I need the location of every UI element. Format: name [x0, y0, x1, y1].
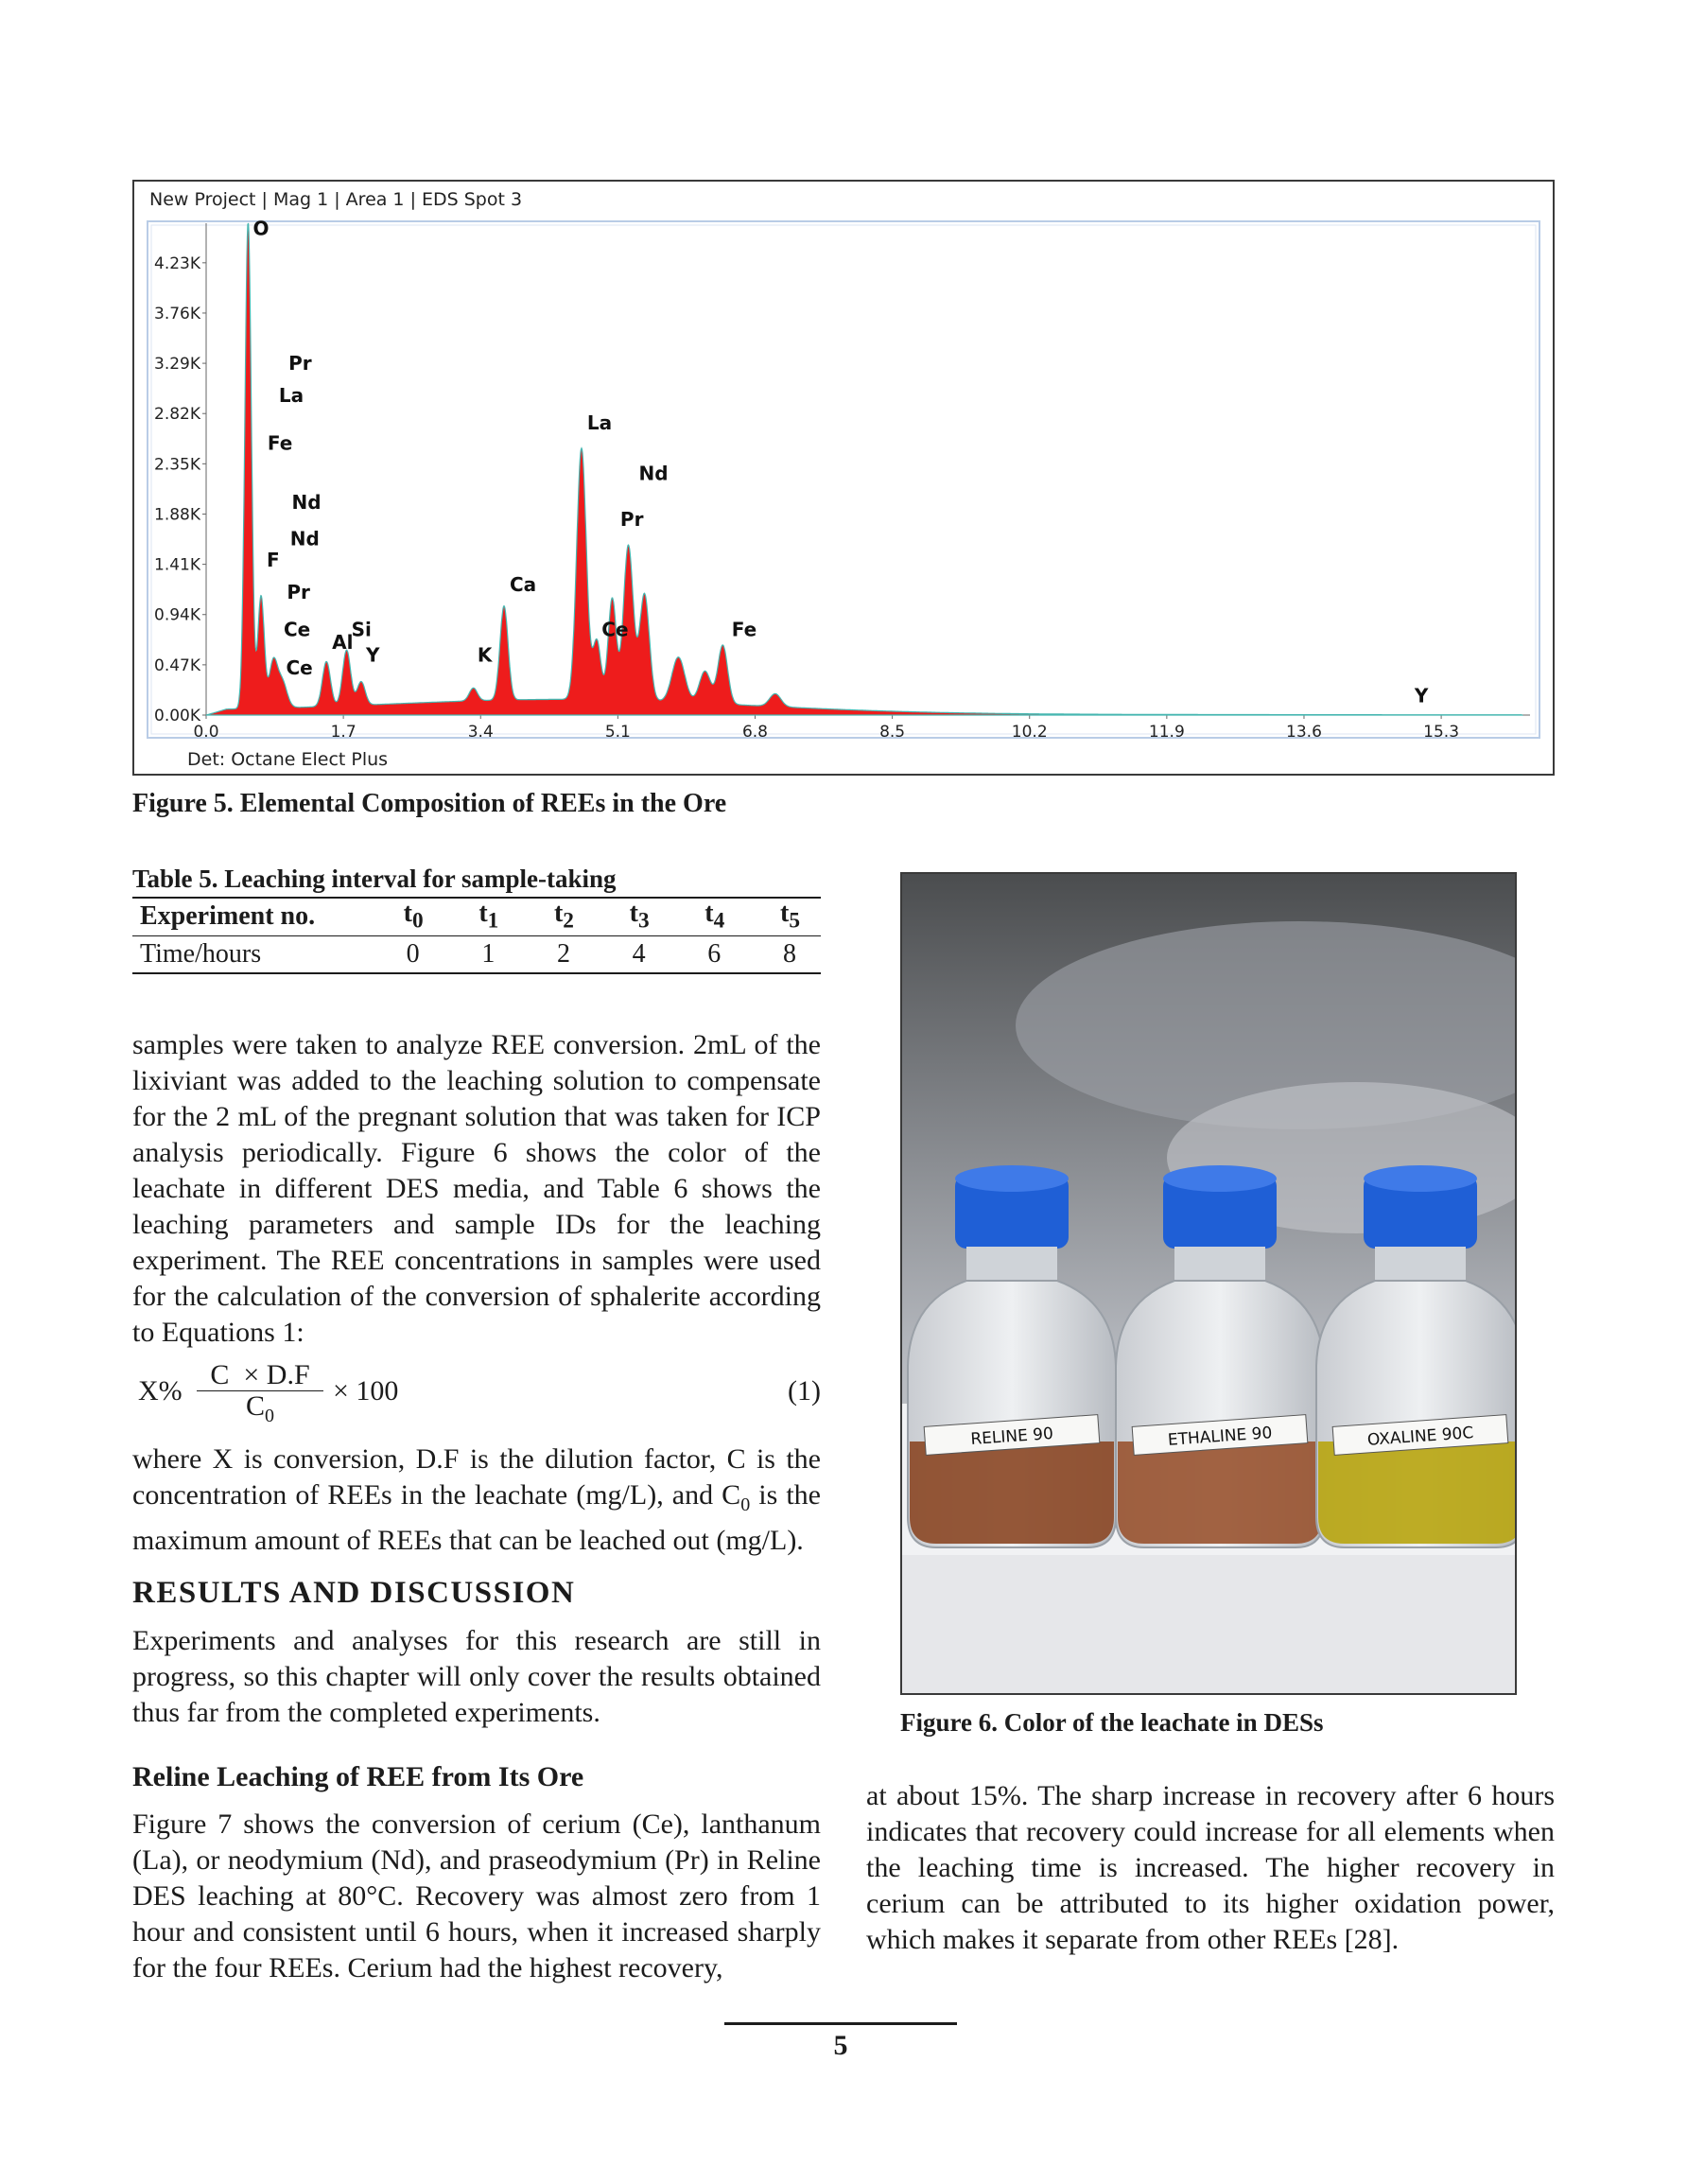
- bench-front: [902, 1555, 1515, 1693]
- bottle-cap-top: [955, 1165, 1069, 1192]
- footer-rule: [724, 2022, 957, 2025]
- peak-label: O: [252, 217, 270, 240]
- peak-label: Nd: [291, 490, 322, 514]
- table-cell: 4: [632, 938, 646, 969]
- table5: [132, 863, 821, 974]
- peak-label: Ca: [509, 572, 537, 596]
- peak-label: K: [477, 643, 493, 667]
- x-tick-label: 15.3: [1423, 723, 1460, 742]
- leachate-photo: [900, 872, 1517, 1695]
- peak-label: Y: [1414, 684, 1429, 708]
- table-row: [132, 935, 821, 973]
- y-tick-label: 3.29K: [154, 355, 200, 375]
- header-cell: $t_4$: [704, 899, 725, 935]
- peak-label: Pr: [288, 351, 312, 375]
- bottle-neck: [1375, 1247, 1466, 1281]
- y-tick-label: 0.47K: [154, 655, 200, 675]
- header-cell: $t_5$: [780, 899, 800, 935]
- bottle-neck: [966, 1247, 1057, 1281]
- y-tick-label: 2.35K: [154, 455, 200, 475]
- peak-label: Fe: [731, 618, 757, 641]
- bottle-label-text: ETHALINE 90: [1167, 1424, 1273, 1450]
- bottle-liquid: [910, 1441, 1114, 1544]
- table-cell: 2: [556, 938, 570, 969]
- table-header-row: [132, 898, 821, 935]
- eds-spectrum-chart: [134, 182, 1553, 774]
- bottles-illustration: [902, 874, 1515, 1693]
- peak-label: La: [278, 383, 304, 407]
- eds-title: New Project | Mag 1 | Area 1 | EDS Spot 3: [149, 189, 523, 210]
- equation-denominator: $C_0$: [245, 1390, 274, 1426]
- paragraph-recovery: at about 15%. The sharp increase in recovery after 6 hours indicates that recovery could increase for all elements when the leaching time is increased. The higher recovery in cerium can be attributed to its higher oxidation power, which makes it separate from other REEs [28].: [866, 1780, 1555, 1955]
- bottle-liquid: [1118, 1441, 1322, 1544]
- equation-number: (1): [788, 1375, 821, 1406]
- peak-label: Ce: [283, 618, 311, 641]
- y-tick-label: 1.88K: [154, 505, 200, 525]
- peak-label: Si: [351, 618, 372, 641]
- bottle-label-text: RELINE 90: [969, 1424, 1054, 1450]
- y-tick-label: 0.00K: [154, 707, 200, 725]
- x-tick-label: 11.9: [1148, 723, 1185, 742]
- figure6-caption: Figure 6. Color of the leachate in DESs: [900, 1708, 1324, 1737]
- peak-label: Ce: [601, 618, 629, 641]
- x-tick-label: 10.2: [1011, 723, 1048, 742]
- equation-numerator: C × D.F: [197, 1360, 323, 1391]
- figure5-caption: Figure 5. Elemental Composition of REEs in the Ore: [132, 789, 727, 818]
- header-cell: $t_3$: [629, 899, 650, 935]
- y-tick-label: 0.94K: [154, 605, 200, 625]
- table5-grid: [132, 897, 821, 974]
- peak-label: F: [267, 548, 280, 571]
- bottle-cap-top: [1364, 1165, 1477, 1192]
- table-cell: Time/hours: [140, 938, 262, 969]
- x-tick-label: 8.5: [879, 723, 906, 742]
- table5-caption: Table 5. Leaching interval for sample-taking: [132, 865, 617, 893]
- peak-label: Al: [332, 630, 354, 654]
- peak-label: Pr: [287, 580, 310, 603]
- header-cell: $t_0$: [403, 899, 424, 935]
- subsection-heading: Reline Leaching of REE from Its Ore: [132, 1761, 584, 1792]
- x-tick-label: 0.0: [193, 723, 219, 742]
- peak-label: Nd: [289, 527, 320, 550]
- section-heading: RESULTS AND DISCUSSION: [132, 1576, 576, 1610]
- paragraph-reline-leaching: Figure 7 shows the conversion of cerium (Ce), lanthanum (La), or neodymium (Nd), and praseodymium (Pr) in Reline DES leaching at 80°C. Recovery was almost zero from 1 hour and consistent until 6 hours, when it increased sharply for the four REEs. Cerium had the highest recovery,: [132, 1808, 821, 1983]
- paragraph-definitions: where X is conversion, D.F is the dilution factor, C is the concentration of REEs in the leachate (mg/L), and $C_0$ is the maximum amount of REEs that can be leached out (mg/L).: [132, 1443, 821, 1556]
- peak-label: Fe: [267, 431, 293, 455]
- peak-label: Nd: [638, 462, 669, 485]
- x-tick-label: 3.4: [467, 723, 494, 742]
- equation-1: [132, 1360, 821, 1426]
- x-tick-label: 5.1: [604, 723, 631, 742]
- x-tick-label: 1.7: [330, 723, 357, 742]
- detector-label: Det: Octane Elect Plus: [187, 749, 389, 770]
- bottle-neck: [1174, 1247, 1265, 1281]
- bottle-cap-top: [1163, 1165, 1277, 1192]
- peak-label: Pr: [619, 507, 644, 531]
- peak-label: Y: [366, 643, 380, 667]
- table-cell: 6: [707, 938, 722, 969]
- equation-lhs: X%: [138, 1375, 183, 1406]
- header-cell: Experiment no.: [140, 901, 316, 932]
- y-tick-label: 1.41K: [154, 555, 200, 575]
- y-tick-label: 4.23K: [154, 253, 200, 273]
- peak-label: Ce: [286, 656, 313, 680]
- y-tick-label: 2.82K: [154, 405, 200, 425]
- y-tick-label: 3.76K: [154, 304, 200, 323]
- paragraph-results-intro: Experiments and analyses for this research are still in progress, so this chapter will only cover the results obtained thus far from the completed experiments.: [132, 1625, 821, 1728]
- paragraph-sample-taking: samples were taken to analyze REE conversion. 2mL of the lixiviant was added to the leaching solution to compensate for the 2 mL of the pregnant solution that was taken for ICP analysis periodically. Figure 6 shows the color of the leachate in different DES media, and Table 6 shows the leaching parameters and sample IDs for the leaching experiment. The REE concentrations in samples were used for the calculation of the conversion of sphalerite according to Equations 1:: [132, 1029, 821, 1348]
- bottle-label-text: OXALINE 90C: [1366, 1424, 1474, 1450]
- peak-label: La: [586, 411, 613, 435]
- x-tick-label: 13.6: [1286, 723, 1322, 742]
- plot-area-border: [148, 221, 1539, 738]
- header-cell: $t_1$: [478, 899, 499, 935]
- table-cell: 0: [406, 938, 420, 969]
- bottle-liquid: [1318, 1441, 1515, 1544]
- table-cell: 1: [481, 938, 496, 969]
- equation-rhs: × 100: [333, 1375, 399, 1406]
- page-number: 5: [833, 2030, 848, 2061]
- header-cell: $t_2$: [553, 899, 574, 935]
- table-cell: 8: [783, 938, 796, 969]
- x-tick-label: 6.8: [741, 723, 769, 742]
- eds-spectrum-figure: [132, 180, 1555, 776]
- equation-fraction: [197, 1360, 323, 1431]
- bottle-group: [908, 1165, 1515, 1547]
